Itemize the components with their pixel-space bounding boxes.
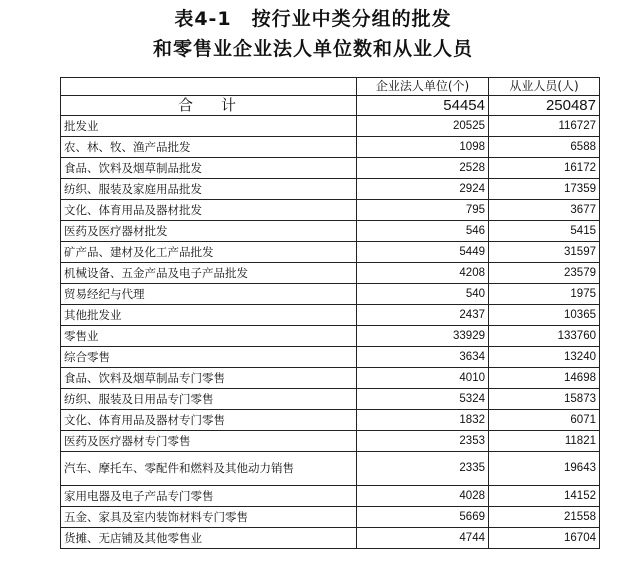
row-name-cell: 医药及医疗器材专门零售	[61, 431, 357, 452]
row-employees-cell: 6588	[489, 137, 600, 158]
row-name-cell: 农、林、牧、渔产品批发	[61, 137, 357, 158]
row-name-cell: 综合零售	[61, 347, 357, 368]
row-employees-cell: 21558	[489, 507, 600, 528]
row-employees-cell: 3677	[489, 200, 600, 221]
row-units-cell: 2924	[357, 179, 489, 200]
statistics-table	[60, 77, 600, 549]
row-name-cell: 矿产品、建材及化工产品批发	[61, 242, 357, 263]
row-employees-cell: 133760	[489, 326, 600, 347]
row-name-cell: 文化、体育用品及器材批发	[61, 200, 357, 221]
row-units-cell: 4010	[357, 368, 489, 389]
row-units-cell: 5449	[357, 242, 489, 263]
header-employees-cell: 从业人员(人)	[489, 78, 600, 96]
table-row	[61, 284, 600, 305]
table-row	[61, 431, 600, 452]
row-units-cell: 3634	[357, 347, 489, 368]
row-units-cell: 4028	[357, 486, 489, 507]
row-units-cell: 1098	[357, 137, 489, 158]
row-employees-cell: 17359	[489, 179, 600, 200]
row-units-cell: 4208	[357, 263, 489, 284]
row-employees-cell: 11821	[489, 431, 600, 452]
table-row	[61, 305, 600, 326]
table-row	[61, 137, 600, 158]
total-units: 54454	[357, 96, 489, 116]
table-row	[61, 242, 600, 263]
table-row	[61, 179, 600, 200]
row-employees-cell: 23579	[489, 263, 600, 284]
total-row	[61, 96, 600, 116]
table-title-line1: 表4-1 按行业中类分组的批发	[174, 8, 452, 30]
row-employees-cell: 1975	[489, 284, 600, 305]
table-body	[61, 78, 600, 549]
row-units-cell: 33929	[357, 326, 489, 347]
header-blank-cell	[61, 78, 357, 96]
row-units-cell: 2437	[357, 305, 489, 326]
table-row	[61, 263, 600, 284]
table-row	[61, 528, 600, 549]
table-row	[61, 347, 600, 368]
row-units-cell: 546	[357, 221, 489, 242]
table-title-line2: 和零售业企业法人单位数和从业人员	[152, 38, 473, 60]
table-row	[61, 507, 600, 528]
row-name-cell: 食品、饮料及烟草制品批发	[61, 158, 357, 179]
total-employees: 250487	[489, 96, 600, 116]
row-employees-cell: 116727	[489, 116, 600, 137]
row-units-cell: 20525	[357, 116, 489, 137]
row-employees-cell: 16704	[489, 528, 600, 549]
row-name-cell: 批发业	[61, 116, 357, 137]
row-name-cell: 食品、饮料及烟草制品专门零售	[61, 368, 357, 389]
row-employees-cell: 14698	[489, 368, 600, 389]
row-units-cell: 2353	[357, 431, 489, 452]
table-row	[61, 221, 600, 242]
row-units-cell: 2335	[357, 452, 489, 486]
row-units-cell: 5324	[357, 389, 489, 410]
row-name-cell: 贸易经纪与代理	[61, 284, 357, 305]
table-row	[61, 486, 600, 507]
row-name-cell: 零售业	[61, 326, 357, 347]
row-name-cell: 家用电器及电子产品专门零售	[61, 486, 357, 507]
table-row	[61, 389, 600, 410]
row-employees-cell: 6071	[489, 410, 600, 431]
row-name-cell: 汽车、摩托车、零配件和燃料及其他动力销售	[61, 452, 357, 486]
row-units-cell: 4744	[357, 528, 489, 549]
row-name-cell: 文化、体育用品及器材专门零售	[61, 410, 357, 431]
row-units-cell: 540	[357, 284, 489, 305]
row-employees-cell: 13240	[489, 347, 600, 368]
row-employees-cell: 16172	[489, 158, 600, 179]
row-employees-cell: 19643	[489, 452, 600, 486]
row-employees-cell: 10365	[489, 305, 600, 326]
table-row	[61, 452, 600, 486]
header-row	[61, 78, 600, 96]
row-units-cell: 795	[357, 200, 489, 221]
table-row	[61, 200, 600, 221]
table-row	[61, 326, 600, 347]
header-units-cell: 企业法人单位(个)	[357, 78, 489, 96]
row-employees-cell: 14152	[489, 486, 600, 507]
row-employees-cell: 31597	[489, 242, 600, 263]
row-units-cell: 2528	[357, 158, 489, 179]
table-row	[61, 368, 600, 389]
table-row	[61, 410, 600, 431]
row-name-cell: 货摊、无店铺及其他零售业	[61, 528, 357, 549]
row-employees-cell: 15873	[489, 389, 600, 410]
row-name-cell: 其他批发业	[61, 305, 357, 326]
row-units-cell: 5669	[357, 507, 489, 528]
table-row	[61, 158, 600, 179]
row-name-cell: 五金、家具及室内装饰材料专门零售	[61, 507, 357, 528]
row-name-cell: 机械设备、五金产品及电子产品批发	[61, 263, 357, 284]
row-name-cell: 医药及医疗器材批发	[61, 221, 357, 242]
row-name-cell: 纺织、服装及日用品专门零售	[61, 389, 357, 410]
row-units-cell: 1832	[357, 410, 489, 431]
total-label: 合计	[61, 96, 357, 116]
row-employees-cell: 5415	[489, 221, 600, 242]
table-row	[61, 116, 600, 137]
row-name-cell: 纺织、服装及家庭用品批发	[61, 179, 357, 200]
